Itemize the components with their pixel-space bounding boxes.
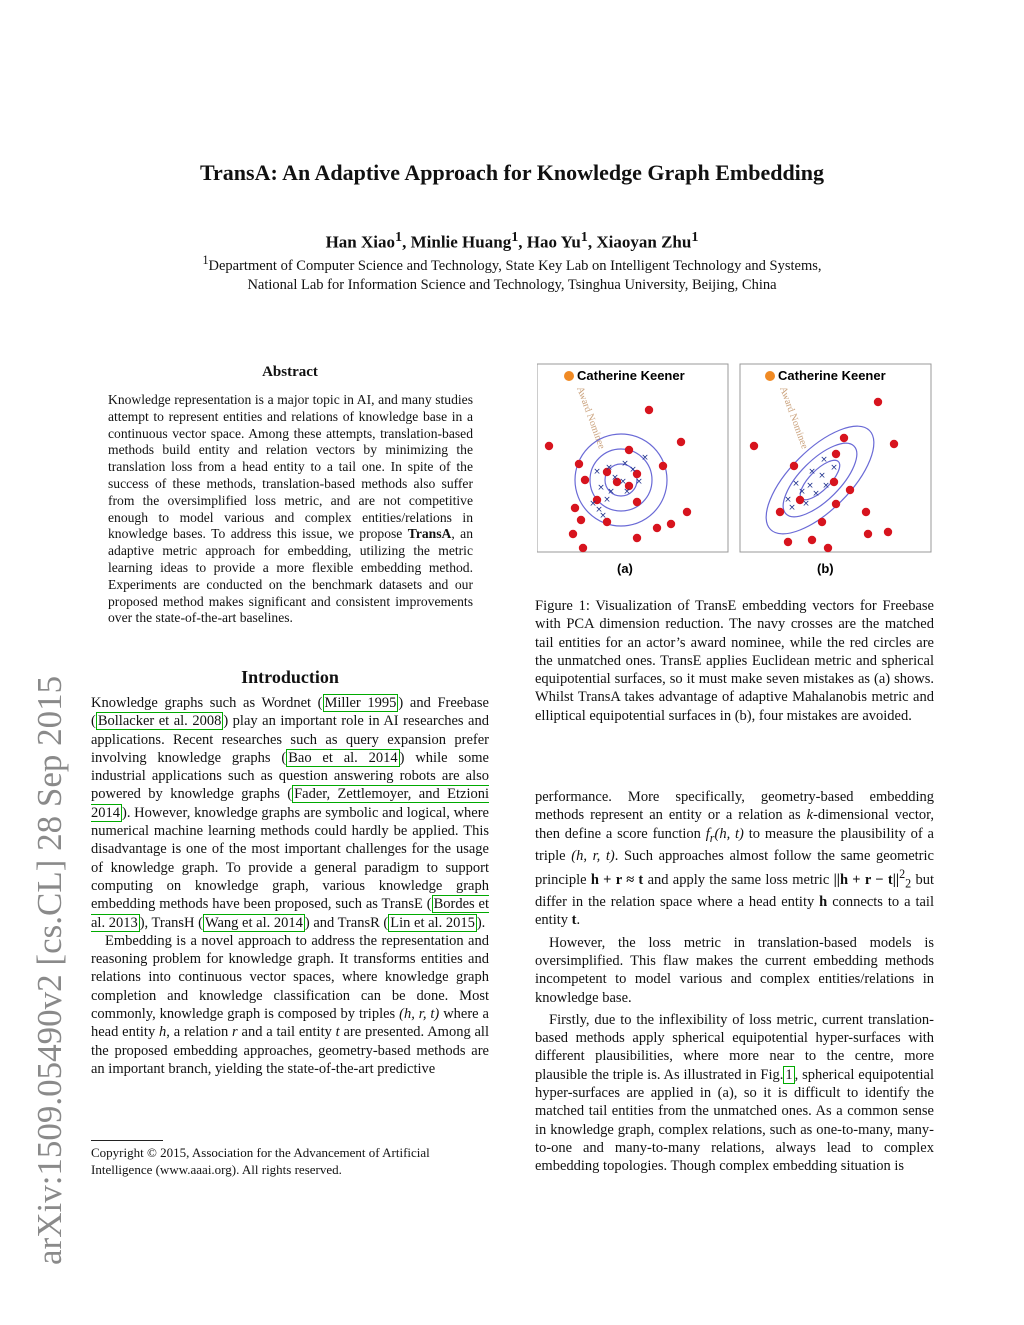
head-entity-marker: [765, 371, 775, 381]
unmatched-entity-point: [577, 516, 585, 524]
author-name: Xiaoyan Zhu: [596, 232, 692, 252]
matched-entity-cross: ×: [641, 453, 649, 463]
unmatched-entity-point: [659, 462, 667, 470]
panel-a-title: Catherine Keener: [577, 368, 685, 383]
citation-link[interactable]: Bollacker et al. 2008: [97, 713, 222, 730]
unmatched-entity-point: [653, 524, 661, 532]
matched-entity-cross: ×: [621, 459, 629, 469]
abstract-body: Knowledge representation is a major topic in AI, and many studies attempt to represent entities and relations of knowledge base in a continuous vector space. Among these attempts, translation-based methods build entity and relation vectors by minimizing the translation loss from a head entity to a tail one. In spite of the success of these methods, translation-based methods also suffer from the oversimplified loss metric, and are not competitive enough to model various and complex entities/relations in knowledge bases. To address this issue, we propose TransA, an adaptive metric approach for embedding, utilizing the metric learning ideas to provide a more flexible embedding method. Experiments are conducted on the benchmark datasets and our proposed method makes significant and consistent improvements over the state-of-the-art baselines.: [108, 392, 473, 626]
citation-link[interactable]: Miller 1995: [324, 695, 397, 711]
unmatched-entity-point: [581, 476, 589, 484]
citation-link[interactable]: Lin et al. 2015: [390, 914, 475, 931]
matched-entity-cross: ×: [792, 479, 800, 489]
right-paragraph-3: Firstly, due to the inflexibility of loss metric, current translation-based methods apply spherical equipotential hyper-surfaces with different plausibilities, where more near to the centre, more plausible the triple is. As illustrated in Fig. 1 , spherical equipotential hyper-surfaces are applied in (a), so it is difficult to identify the matched tail entities from the unmatched ones. As a common sense in knowledge graph, complex relations, such as one-to-many, many-to-one and many-to-many relations, always lead to complex embedding topologies. Though complex embedding situation is: [535, 1011, 934, 1175]
figure-1: [537, 362, 933, 587]
unmatched-entity-point: [784, 538, 792, 546]
matched-entity-cross: ×: [605, 463, 613, 473]
panel-b: [740, 364, 931, 552]
unmatched-entity-point: [545, 442, 553, 450]
unmatched-entity-point: [864, 530, 872, 538]
author-list: Han Xiao$^1$, Minlie Huang$^1$, Hao Yu$^1$, Xiaoyan Zhu$^1$: [325, 229, 699, 252]
unmatched-entity-point: [840, 434, 848, 442]
unmatched-entity-point: [625, 446, 633, 454]
matched-entity-cross: ×: [822, 481, 830, 491]
unmatched-entity-point: [790, 462, 798, 470]
matched-entity-cross: ×: [635, 477, 643, 487]
matched-entity-cross: ×: [603, 495, 611, 505]
unmatched-entity-point: [571, 504, 579, 512]
matched-entity-cross: ×: [812, 489, 820, 499]
matched-entity-cross: ×: [589, 499, 597, 509]
matched-entity-cross: ×: [808, 467, 816, 477]
unmatched-entity-point: [824, 544, 832, 552]
unmatched-entity-point: [569, 530, 577, 538]
right-paragraph-1: performance. More specifically, geometry-based embedding methods represent an entity or a relation as k-dimensional vector, then define a score function $f_r(h$, t) to measure the plausibility of a triple (h, r, t). Such approaches almost follow the same geometric principle h + r ≈ t and apply the same loss metric $||h + r - t||^2_2$ but differ in the relation space where a head entity h connects to a tail entity t.: [535, 789, 934, 929]
matched-entity-cross: ×: [599, 511, 607, 521]
unmatched-entity-point: [633, 534, 641, 542]
unmatched-entity-point: [633, 498, 641, 506]
head-entity-marker: [564, 371, 574, 381]
unmatched-entity-point: [776, 508, 784, 516]
matched-entity-cross: ×: [611, 473, 619, 483]
matched-entity-cross: ×: [623, 487, 631, 497]
author-name: Hao Yu: [526, 232, 581, 252]
unmatched-entity-point: [667, 520, 675, 528]
copyright-footnote: Copyright © 2015, Association for the Advancement of Artificial Intelligence (www.aaai.org). All rights reserved.: [91, 1145, 430, 1177]
unmatched-entity-point: [832, 450, 840, 458]
matched-entity-cross: ×: [784, 495, 792, 505]
author-name: Minlie Huang: [410, 232, 512, 252]
panel-b-label: (b): [817, 561, 834, 576]
matched-entity-cross: ×: [593, 467, 601, 477]
matched-entity-cross: ×: [788, 503, 796, 513]
introduction-body: [91, 694, 489, 1078]
citation-link[interactable]: Bao et al. 2014: [288, 749, 398, 766]
unmatched-entity-point: [846, 486, 854, 494]
unmatched-entity-point: [579, 544, 587, 552]
unmatched-entity-point: [750, 442, 758, 450]
matched-entity-cross: ×: [820, 455, 828, 465]
matched-entity-cross: ×: [802, 499, 810, 509]
matched-entity-cross: ×: [619, 477, 627, 487]
panel-a-label: (a): [617, 561, 633, 576]
citation-link[interactable]: Fader, Zettlemoyer, and Etzioni 2014: [91, 786, 490, 821]
unmatched-entity-point: [575, 460, 583, 468]
author-name: Han Xiao: [325, 232, 396, 252]
figure-caption: Figure 1: Visualization of TransE embedding vectors for Freebase with PCA dimension reduction. The navy crosses are the matched tail entities for an actor’s award nominee, while the red circles are the unmatched ones. TransE applies Euclidean metric and spherical equipotential surfaces, so it must make seven mistakes as (a) shows. Whilst TransA takes advantage of adaptive Mahalanobis metric and elliptical equipotential surfaces in (b), four mistakes are avoided.: [535, 598, 934, 724]
figure-ref-link[interactable]: 1: [785, 1066, 793, 1083]
arxiv-side-label: arXiv:1509.05490v2 [cs.CL] 28 Sep 2015: [30, 675, 69, 1265]
matched-entity-cross: ×: [818, 471, 826, 481]
relation-label: Award Nominee: [574, 385, 607, 451]
unmatched-entity-point: [832, 500, 840, 508]
affiliation: $^1$Department of Computer Science and Technology, State Key Lab on Intelligent Technology and Systems, National Lab for Information Science and Technology, Tsinghua University, Beijing, China: [202, 253, 822, 293]
abstract-heading: Abstract: [262, 364, 318, 380]
panel-b-title: Catherine Keener: [778, 368, 886, 383]
matched-entity-cross: ×: [798, 487, 806, 497]
matched-entity-cross: ×: [607, 487, 615, 497]
matched-entity-cross: ×: [595, 505, 603, 515]
unmatched-entity-point: [677, 438, 685, 446]
paper-title: TransA: An Adaptive Approach for Knowledge Graph Embedding: [199, 160, 825, 185]
intro-paragraph-1: Knowledge graphs such as Wordnet ( Miller 1995 ) and Freebase ( Bollacker et al. 2008 ) play an important role in AI researches and applications. Recent researches such as query expansion prefer involving knowledge graphs ( Bao et al. 2014 ) while some industrial applications such as question answering robots are also powered by knowledge graphs ( Fader, Zettlemoyer, and Etzioni 2014 ). However, knowledge graphs are symbolic and logical, where numerical machine learning methods could hardly be applied. This disadvantage is one of the most important challenges for the usage of knowledge graph. To provide a general paradigm to support computing on knowledge graph, various knowledge graph embedding methods have been proposed, such as TransE ( Bordes et al. 2013 ), TransH ( Wang et al. 2014 ) and TransR ( Lin et al. 2015 ).: [91, 695, 490, 931]
unmatched-entity-point: [874, 398, 882, 406]
citation-link[interactable]: Bordes et al. 2013: [91, 896, 489, 931]
introduction-heading: Introduction: [241, 667, 339, 687]
citation-link[interactable]: Wang et al. 2014: [204, 914, 303, 931]
unmatched-entity-point: [683, 508, 691, 516]
unmatched-entity-point: [884, 528, 892, 536]
footnote-rule: [91, 1140, 163, 1141]
matched-entity-cross: ×: [629, 465, 637, 475]
unmatched-entity-point: [818, 518, 826, 526]
matched-entity-cross: ×: [597, 483, 605, 493]
unmatched-entity-point: [862, 508, 870, 516]
unmatched-entity-point: [830, 478, 838, 486]
intro-paragraph-2: Embedding is a novel approach to address the representation and reasoning problem for knowledge graph. It transforms entities and relations into continuous vector spaces, where knowledge graph completion and knowledge classification can be done. Most commonly, knowledge graph is composed by triples (h, r, t) where a head entity h, a relation r and a tail entity t are presented. Among all the proposed embedding approaches, geometry-based methods are an important branch, yielding the state-of-the-art predictive: [91, 932, 489, 1077]
panel-a: [537, 364, 728, 552]
matched-entity-cross: ×: [830, 463, 838, 473]
unmatched-entity-point: [645, 406, 653, 414]
unmatched-entity-point: [808, 536, 816, 544]
right-paragraph-2: However, the loss metric in translation-based models is oversimplified. This flaw makes the current embedding methods incompetent to model various and complex entities/relations in knowledge base.: [535, 934, 934, 1006]
unmatched-entity-point: [890, 440, 898, 448]
right-column-body: [535, 788, 934, 1176]
matched-entity-cross: ×: [806, 481, 814, 491]
relation-label: Award Nominee: [777, 385, 810, 451]
